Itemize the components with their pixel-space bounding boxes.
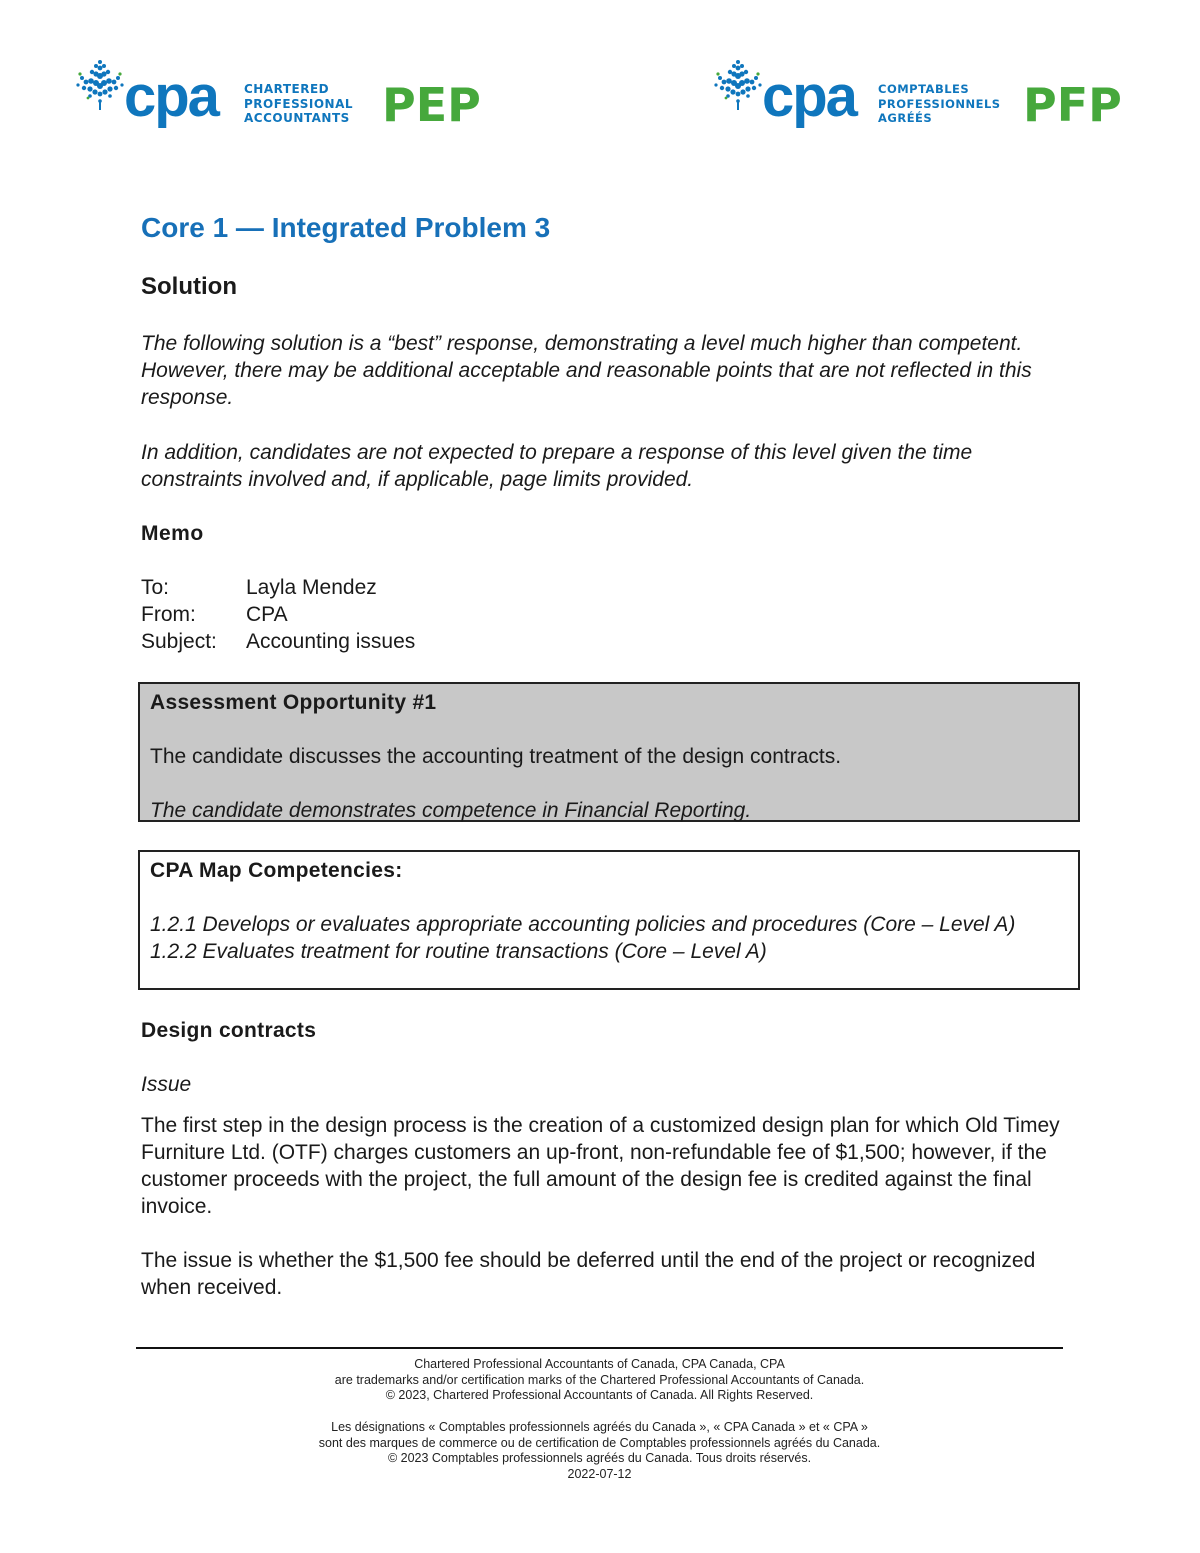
cpa-pep-logo [72,52,492,142]
memo-heading: Memo [141,522,204,545]
program-label-pfp: PFP [1023,78,1122,132]
tagline-line: PROFESSIONAL [244,96,354,111]
memo-from-value: CPA [246,603,288,626]
footer-english [136,1357,1063,1404]
memo-to-label: To: [141,576,170,599]
competency-item: 1.2.1 Develops or evaluates appropriate accounting policies and procedures (Core – Level A) [150,913,1016,936]
body-paragraph: The first step in the design process is the creation of a customized design plan for which Old Timey Furniture Ltd. (OTF) charges customers an up-front, non-refundable fee of $1,500; however, if the customer proceeds with the project, the full amount of the design fee is credited against the final invoice. [141,1114,1060,1218]
assessment-note: The candidate demonstrates competence in Financial Reporting. [150,799,752,822]
tagline-line: AGRÉÉS [878,111,933,125]
cpa-wordmark: cpa [762,64,856,129]
cpa-tagline [878,82,1001,126]
maple-leaf-dots-icon [72,56,128,112]
competencies-heading: CPA Map Competencies: [150,859,403,882]
intro-paragraph: The following solution is a “best” response, demonstrating a level much higher than competent. However, there may be additional acceptable and reasonable points that are not reflected in this response. [141,332,1032,409]
footer-line: are trademarks and/or certification marks of the Chartered Professional Accountants of Canada. [334,1372,865,1387]
issue-label: Issue [141,1073,192,1096]
assessment-heading: Assessment Opportunity #1 [150,691,437,714]
assessment-opportunity-box [138,682,1080,822]
memo-block [141,574,415,655]
memo-to-row [141,574,415,601]
memo-from-row [141,601,415,628]
tagline-line: PROFESSIONNELS [878,96,1001,111]
footer-line: Les désignations « Comptables professionnels agréés du Canada », « CPA Canada » et « CPA » [331,1420,868,1434]
document-title: Core 1 — Integrated Problem 3 [141,212,551,243]
memo-from-label: From: [141,603,196,626]
tagline-line: ACCOUNTANTS [244,111,350,125]
tagline-line: CHARTERED [244,82,330,96]
footer-line: Chartered Professional Accountants of Canada, CPA Canada, CPA [414,1357,785,1371]
intro-paragraph: In addition, candidates are not expected to prepare a response of this level given the time constraints involved and, if applicable, page limits provided. [141,441,973,491]
tagline-line: COMPTABLES [878,82,970,96]
assessment-text: The candidate discusses the accounting treatment of the design contracts. [150,745,842,768]
cpa-pfp-logo [710,52,1130,142]
footer-line: © 2023 Comptables professionnels agréés du Canada. Tous droits réservés. [387,1451,812,1466]
cpa-wordmark: cpa [124,64,218,129]
footer-line: sont des marques de commerce ou de certification de Comptables professionnels agréés du Canada. [318,1435,881,1450]
body-paragraph: The issue is whether the $1,500 fee should be deferred until the end of the project or recognized when received. [141,1249,1036,1299]
footer-date: 2022-07-12 [567,1466,632,1481]
design-contracts-heading: Design contracts [141,1019,317,1042]
memo-subject-value: Accounting issues [246,630,416,653]
program-label-pep: PEP [382,78,481,132]
footer-line: © 2023, Chartered Professional Accountants of Canada. All Rights Reserved. [385,1388,814,1403]
memo-subject-row [141,628,415,655]
footer-french [136,1420,1063,1482]
cpa-tagline [244,82,353,126]
competencies-box [138,850,1080,990]
memo-subject-label: Subject: [141,630,217,653]
maple-leaf-dots-icon [710,56,766,112]
competency-item: 1.2.2 Evaluates treatment for routine transactions (Core – Level A) [150,940,767,963]
solution-heading: Solution [141,273,237,300]
footer-divider [136,1347,1063,1349]
memo-to-value: Layla Mendez [246,576,377,599]
